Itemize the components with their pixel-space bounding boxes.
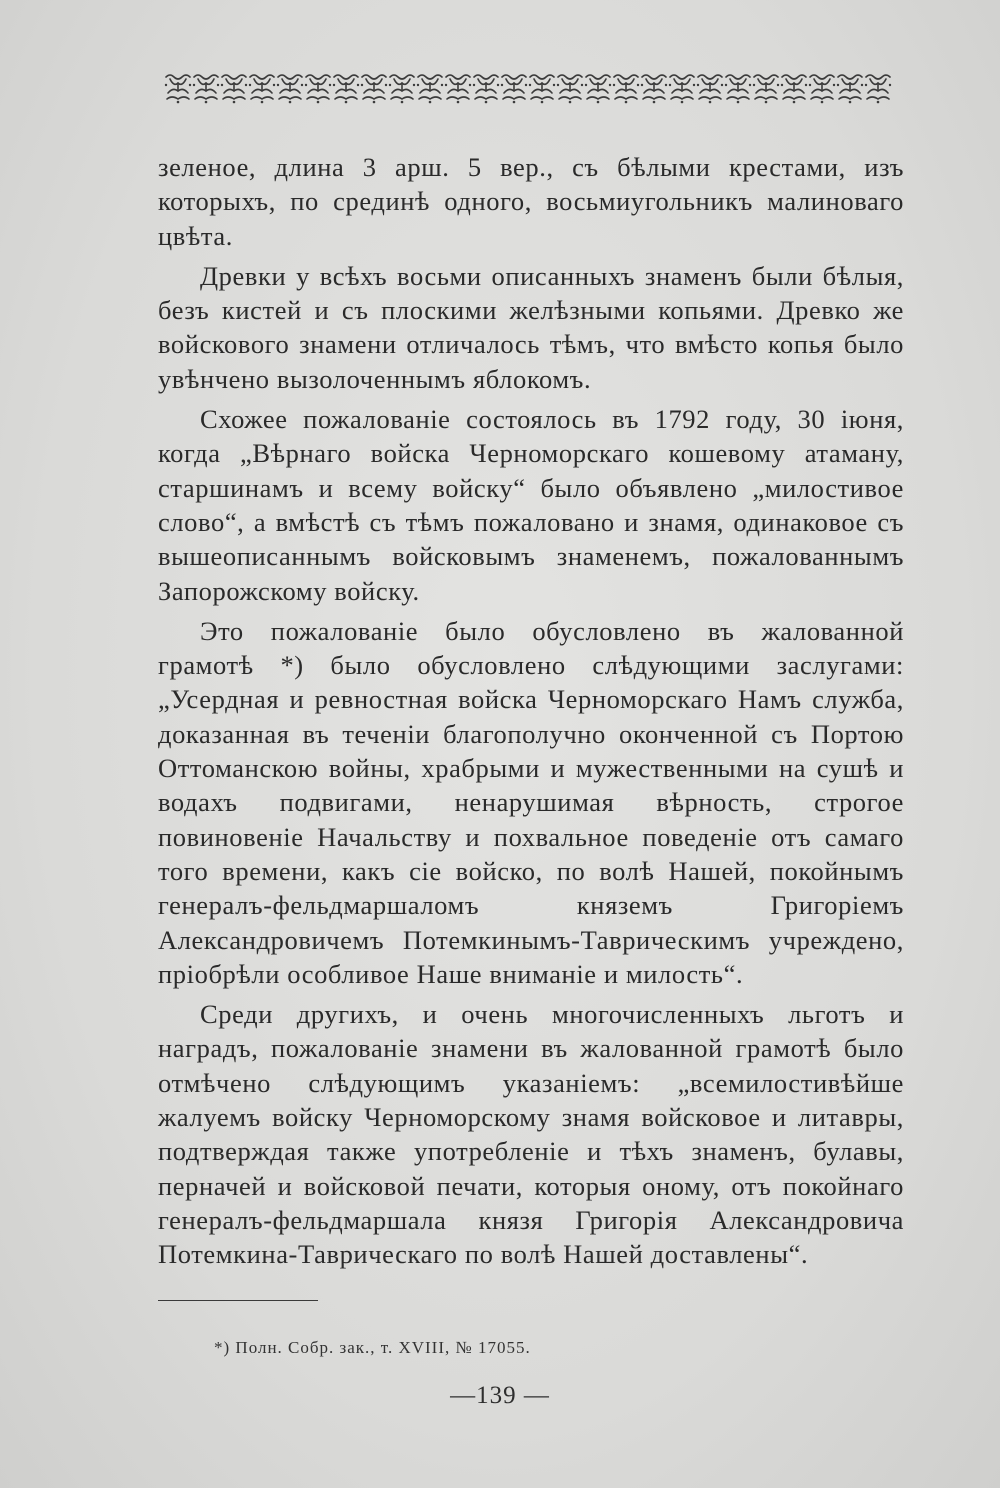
page-number: —139 — [450, 1382, 550, 1409]
decorative-header-band [152, 70, 904, 104]
paragraph-2: Древки у всѣхъ восьми описанныхъ знаменъ были бѣлыя, безъ кистей и съ плоскими желѣзными копьями. Древко же войскового знамени отличалось тѣмъ, что вмѣсто копья было увѣнчено вызолоченнымъ яблокомъ. [158, 260, 904, 394]
paragraph-4: Это пожалованіе было обусловлено въ жалованной грамотѣ *) было обусловлено слѣдующими заслугами: „Усердная и ревностная войска Черноморскаго Намъ служба, доказанная въ теченіи благополучно оконченной съ Портою Оттоманскою войны, храбрыми и мужественными на сушѣ и водахъ подвигами, ненарушимая вѣрность, строгое повиновеніе Начальству и похвальное поведеніе отъ самаго того времени, какъ сіе войско, по волѣ Нашей, покойнымъ генералъ-фельдмаршаломъ княземъ Григоріемъ Александровичемъ Потемкинымъ-Таврическимъ учреждено, пріобрѣли особливое Наше вниманіе и милость“. [158, 615, 904, 989]
footnote-rule [158, 1300, 318, 1301]
paragraph-5: Среди другихъ, и очень многочисленныхъ льготъ и наградъ, пожалованіе знамени въ жалованной грамотѣ было отмѣчено слѣдующимъ указаніемъ: „всемилостивѣйше жалуемъ войску Черноморскому знамя войсковое и литавры, подтверждая также употребленіе и тѣхъ знаменъ, булавы, перначей и войсковой печати, которыя оному, отъ покойнаго генералъ-фельдмаршала князя Григорія Александровича Потемкина-Таврическаго по волѣ Нашей доставлены“. [158, 999, 904, 1270]
paragraph-3: Схожее пожалованіе состоялось въ 1792 году, 30 іюня, когда „Вѣрнаго войска Черноморскаго кошевому атаману, старшинамъ и всему войску“ было объявлено „милостивое слово“, а вмѣстѣ съ тѣмъ пожаловано и знамя, одинаковое съ вышеописаннымъ войсковымъ знаменемъ, пожалованнымъ Запорожскому войску. [158, 404, 904, 606]
footnote: *) Полн. Собр. зак., т. XVIII, № 17055. [214, 1338, 531, 1357]
main-text [158, 150, 904, 1278]
paragraph-1: зеленое, длина 3 арш. 5 вер., съ бѣлыми крестами, изъ которыхъ, по срединѣ одного, восьмиугольникъ малиноваго цвѣта. [158, 152, 904, 251]
